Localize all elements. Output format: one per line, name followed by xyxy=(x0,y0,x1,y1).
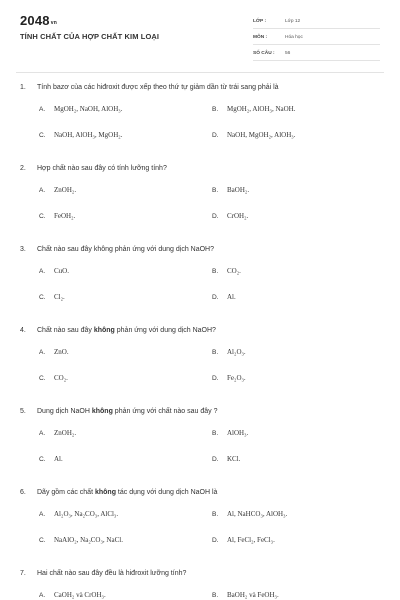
option-b[interactable]: B. AlOH₃. xyxy=(212,429,249,437)
question-text: Hai chất nào sau đây đều là hiđroxit lưỡng tính? xyxy=(37,570,187,577)
option-b[interactable]: B. Al, NaHCO₃, AlOH₃. xyxy=(212,510,288,518)
option-c[interactable]: C. Al. xyxy=(39,455,63,463)
header-divider xyxy=(16,72,384,73)
question-text: Dãy gồm các chất không tác dụng với dung dịch NaOH là xyxy=(37,489,218,496)
answer-options xyxy=(20,426,380,476)
option-a[interactable]: A. ZnOH₂. xyxy=(39,186,77,194)
question-2 xyxy=(20,163,380,233)
question-1 xyxy=(20,82,380,152)
question-5 xyxy=(20,406,380,476)
meta-row-count xyxy=(253,48,380,61)
option-c[interactable]: C. Cl₂. xyxy=(39,293,65,301)
option-d[interactable]: D. NaOH, MgOH₂, AlOH₃. xyxy=(212,131,296,139)
question-text: Hợp chất nào sau đây có tính lưỡng tính? xyxy=(37,165,167,172)
question-number: 3. xyxy=(20,246,26,253)
site-logo[interactable]: 2048vn xyxy=(20,13,57,28)
option-a[interactable]: A. CaOH₂ và CrOH₃. xyxy=(39,591,106,599)
question-text: Dung dịch NaOH không phản ứng với chất nào sau đây ? xyxy=(37,408,218,415)
answer-options xyxy=(20,264,380,314)
option-a[interactable]: A. ZnOH₂. xyxy=(39,429,77,437)
option-d[interactable]: D. Al. xyxy=(212,293,236,301)
question-text: Tính bazơ của các hiđroxit được xếp theo thứ tự giảm dần từ trái sang phải là xyxy=(37,84,279,91)
option-a[interactable]: A. Al₂O₃, Na₂CO₃, AlCl₃. xyxy=(39,510,119,518)
page-header xyxy=(0,0,400,64)
answer-options xyxy=(20,345,380,395)
option-c[interactable]: C. CO₂. xyxy=(39,374,68,382)
option-a[interactable]: A. ZnO. xyxy=(39,348,69,356)
question-list xyxy=(20,82,380,600)
document-meta xyxy=(253,16,380,64)
question-number: 2. xyxy=(20,165,26,172)
meta-value: Lớp 12 xyxy=(285,19,301,24)
meta-value: 56 xyxy=(285,51,291,56)
question-7 xyxy=(20,568,380,600)
option-b[interactable]: B. Al₂O₃. xyxy=(212,348,246,356)
answer-options xyxy=(20,102,380,152)
option-d[interactable]: D. KCl. xyxy=(212,455,241,463)
option-d[interactable]: D. CrOH₂. xyxy=(212,212,249,220)
answer-options xyxy=(20,588,380,600)
question-number: 7. xyxy=(20,570,26,577)
option-b[interactable]: B. CO₂. xyxy=(212,267,241,275)
option-b[interactable]: B. BaOH₂ và FeOH₃. xyxy=(212,591,279,599)
question-4 xyxy=(20,325,380,395)
document-title: TÍNH CHẤT CỦA HỢP CHẤT KIM LOẠI xyxy=(20,32,160,41)
question-number: 4. xyxy=(20,327,26,334)
option-d[interactable]: D. Fe₂O₃. xyxy=(212,374,246,382)
question-number: 5. xyxy=(20,408,26,415)
question-6 xyxy=(20,487,380,557)
answer-options xyxy=(20,183,380,233)
meta-label: SỐ CÂU : xyxy=(253,51,275,56)
option-c[interactable]: C. FeOH₂. xyxy=(39,212,76,220)
meta-label: LỚP : xyxy=(253,19,267,24)
option-d[interactable]: D. Al, FeCl₂, FeCl₃. xyxy=(212,536,275,544)
question-number: 1. xyxy=(20,84,26,91)
option-c[interactable]: C. NaOH, AlOH₃, MgOH₂. xyxy=(39,131,123,139)
question-3 xyxy=(20,244,380,314)
option-a[interactable]: A. MgOH₂, NaOH, AlOH₃. xyxy=(39,105,123,113)
option-a[interactable]: A. CuO. xyxy=(39,267,69,275)
answer-options xyxy=(20,507,380,557)
option-b[interactable]: B. MgOH₂, AlOH₃, NaOH. xyxy=(212,105,296,113)
option-b[interactable]: B. BaOH₂. xyxy=(212,186,250,194)
meta-label: MÔN : xyxy=(253,35,268,40)
question-text: Chất nào sau đây không phản ứng với dung dịch NaOH? xyxy=(37,327,216,334)
option-c[interactable]: C. NaAlO₂, Na₂CO₃, NaCl. xyxy=(39,536,123,544)
meta-row-subject xyxy=(253,32,380,45)
question-text: Chất nào sau đây không phản ứng với dung dịch NaOH? xyxy=(37,246,215,253)
meta-row-class xyxy=(253,16,380,29)
question-number: 6. xyxy=(20,489,26,496)
meta-value: Hóa học xyxy=(285,35,303,40)
